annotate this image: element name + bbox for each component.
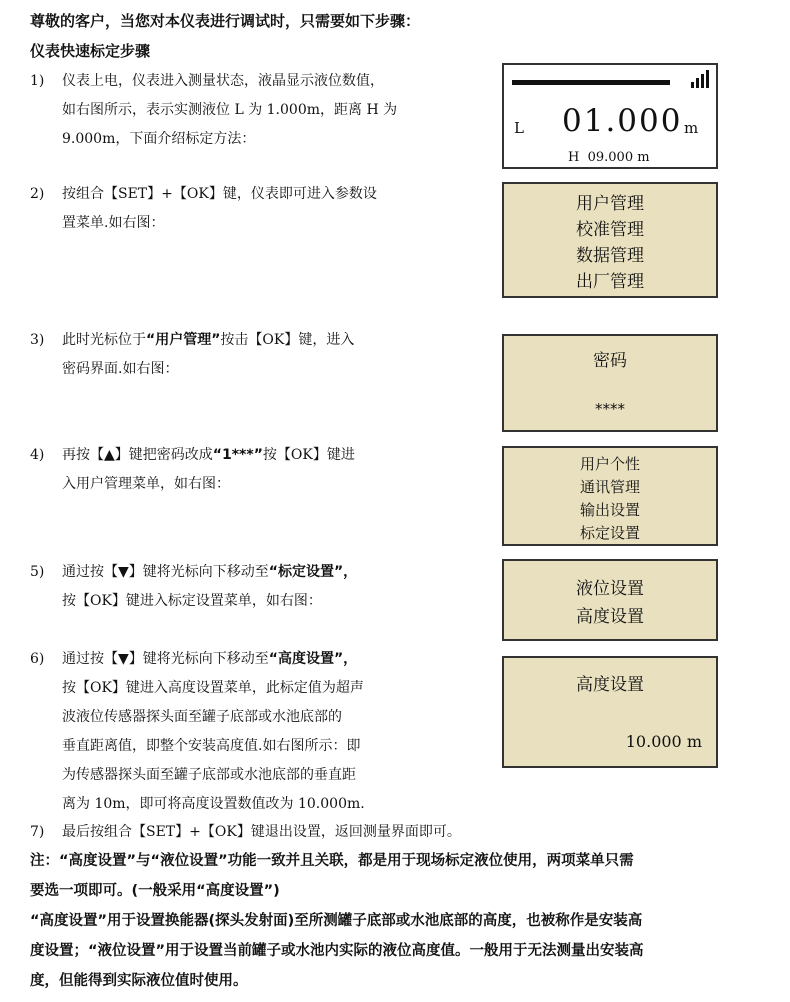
text-line [62, 326, 354, 355]
text-line: 置菜单.如右图： [62, 215, 165, 231]
password-ref: “1***” [212, 447, 263, 463]
password-title: 密码 [593, 351, 627, 371]
text-line: 按【OK】键进入高度设置菜单，此标定值为超声 [62, 680, 364, 696]
text-part: 再按【▲】键把密码改成 [62, 447, 213, 463]
text-line: 垂直距离值，即整个安装高度值.如右图所示：即 [62, 738, 361, 754]
text-line: 离为 10m，即可将高度设置数值改为 10.000m. [62, 796, 365, 812]
menu-ref: “高度设置”， [268, 651, 358, 667]
level-value: 01.000 [562, 103, 683, 139]
text-line: 入用户管理菜单，如右图： [62, 476, 230, 492]
step-1-text [62, 67, 397, 154]
menu-item: 标定设置 [579, 524, 640, 542]
procedure-title: 仪表快速标定步骤 [30, 42, 151, 60]
user-menu-screen [502, 446, 718, 546]
text-part: 按【OK】键进 [262, 447, 355, 463]
distance-unit: m [637, 150, 650, 165]
height-title: 高度设置 [576, 675, 644, 695]
distance-label: H [568, 150, 580, 165]
text-line: 按【OK】键进入标定设置菜单，如右图： [62, 593, 322, 609]
step-number: 7) [30, 824, 45, 840]
text-line [62, 645, 365, 674]
note-line: 注：“高度设置”与“液位设置”功能一致并且关联，都是用于现场标定液位使用，两项菜单只需 [30, 853, 634, 869]
menu-ref: “用户管理” [146, 332, 221, 348]
level-bar [512, 80, 670, 85]
step-7-text: 最后按组合【SET】+【OK】键退出设置，返回测量界面即可。 [62, 824, 461, 840]
password-value: **** [595, 400, 625, 418]
text-line [62, 441, 355, 470]
step-3-text [62, 326, 354, 384]
step-number: 6) [30, 651, 45, 667]
menu-ref: “标定设置”， [268, 564, 358, 580]
menu-item: 输出设置 [579, 501, 640, 519]
step-number: 1) [30, 73, 45, 89]
text-line: 密码界面.如右图： [62, 361, 179, 377]
level-label: L [514, 119, 524, 137]
signal-bars-icon [690, 70, 710, 88]
greeting-heading: 尊敬的客户，当您对本仪表进行调试时，只需要如下步骤： [30, 12, 421, 30]
text-line: 按组合【SET】+【OK】键，仪表即可进入参数设 [62, 186, 377, 202]
menu-item: 液位设置 [576, 579, 644, 599]
level-unit: m [684, 119, 699, 137]
menu-item: 数据管理 [576, 246, 644, 266]
calibration-menu-screen [502, 559, 718, 641]
text-part: 按击【OK】键，进入 [220, 332, 355, 348]
text-part: 此时光标位于 [62, 332, 146, 348]
measurement-display [502, 63, 718, 169]
step-number: 2) [30, 186, 45, 202]
text-part: 通过按【▼】键将光标向下移动至 [62, 651, 269, 667]
step-6-text [62, 645, 365, 819]
step-number: 5) [30, 564, 45, 580]
password-screen [502, 334, 718, 432]
distance-value: 09.000 [587, 150, 634, 165]
step-2-text [62, 180, 377, 238]
menu-item: 用户个性 [579, 455, 640, 473]
menu-item: 通讯管理 [579, 478, 640, 496]
menu-item: 校准管理 [576, 220, 644, 240]
height-setting-screen [502, 656, 718, 768]
note-line: “高度设置”用于设置换能器(探头发射面)至所测罐子底部或水池底部的高度，也被称作是安装高 [30, 913, 643, 929]
text-line [62, 558, 357, 587]
height-value: 10.000 m [625, 732, 702, 751]
step-5-text [62, 558, 357, 616]
menu-item: 高度设置 [576, 607, 644, 627]
text-line: 9.000m，下面介绍标定方法： [62, 131, 256, 147]
menu-item: 用户管理 [576, 194, 644, 214]
text-line: 仪表上电，仪表进入测量状态，液晶显示液位数值， [62, 73, 384, 89]
note-block [30, 846, 780, 996]
note-line: 度，但能得到实际液位值时使用。 [30, 973, 248, 989]
distance-readout [568, 150, 650, 165]
text-line: 波液位传感器探头面至罐子底部或水池底部的 [62, 709, 342, 725]
step-number: 3) [30, 332, 45, 348]
note-line: 要选一项即可。(一般采用“高度设置”) [30, 883, 280, 899]
text-line: 为传感器探头面至罐子底部或水池底部的垂直距 [62, 767, 356, 783]
text-line: 如右图所示，表示实测液位 L 为 1.000m，距离 H 为 [62, 102, 398, 118]
menu-item: 出厂管理 [576, 272, 644, 292]
step-number: 4) [30, 447, 45, 463]
note-line: 度设置；“液位设置”用于设置当前罐子或水池内实际的液位高度值。一般用于无法测量出安装高 [30, 943, 644, 959]
step-4-text [62, 441, 355, 499]
text-part: 通过按【▼】键将光标向下移动至 [62, 564, 269, 580]
main-menu-screen [502, 182, 718, 298]
